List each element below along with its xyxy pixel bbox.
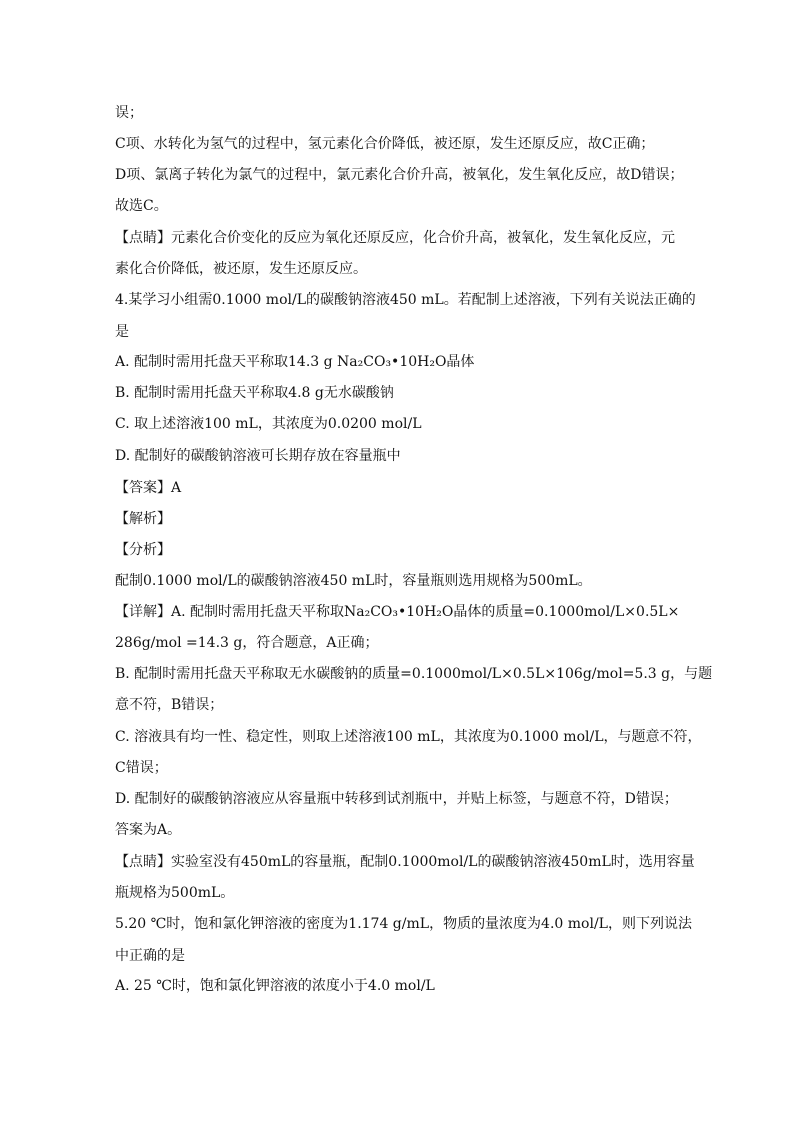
analysis-subheading: 【分析】 [115,542,171,558]
option-b: B. 配制时需用托盘天平称取4.8 g无水碳酸钠 [115,385,394,401]
text-line: D. 配制好的碳酸钠溶液应从容量瓶中转移到试剂瓶中，并贴上标签，与题意不符，D错误； [115,791,678,807]
answer-heading: 【答案】A [115,480,182,496]
text-line: C错误； [115,760,168,776]
text-line: C. 溶液具有均一性、稳定性，则取上述溶液100 mL，其浓度为0.1000 mol/L，与题意不符， [115,729,702,745]
text-line: 【点睛】元素化合价变化的反应为氧化还原反应，化合价升高，被氧化，发生氧化反应，元 [115,230,675,246]
text-line: 【点睛】实验室没有450mL的容量瓶，配制0.1000mol/L的碳酸钠溶液450mL时，选用容量 [115,854,695,870]
text-line: 中正确的是 [115,948,185,964]
option-a: A. 配制时需用托盘天平称取14.3 g Na₂CO₃•10H₂O晶体 [115,354,475,370]
text-line: 瓶规格为500mL。 [115,885,235,901]
option-c: C. 取上述溶液100 mL，其浓度为0.0200 mol/L [115,416,422,432]
text-line: 误； [115,105,143,121]
analysis-heading: 【解析】 [115,511,171,527]
text-line: 素化合价降低，被还原，发生还原反应。 [115,261,367,277]
question-5-stem: 5.20 ℃时，饱和氯化钾溶液的密度为1.174 g/mL，物质的量浓度为4.0 mol/L，则下列说法 [115,916,692,932]
text-line: 故选C。 [115,198,168,214]
text-line: 配制0.1000 mol/L的碳酸钠溶液450 mL时，容量瓶则选用规格为500mL。 [115,573,592,589]
text-line: 答案为A。 [115,822,182,838]
text-line: B. 配制时需用托盘天平称取无水碳酸钠的质量=0.1000mol/L×0.5L×106g/mol=5.3 g，与题 [115,666,713,682]
detail-line: 【详解】A. 配制时需用托盘天平称取Na₂CO₃•10H₂O晶体的质量=0.1000mol/L×0.5L× [115,604,680,620]
text-line: 286g/mol =14.3 g，符合题意，A正确； [115,635,379,651]
text-line: 意不符，B错误； [115,697,224,713]
text-line: 是 [115,324,129,340]
question-4-stem: 4.某学习小组需0.1000 mol/L的碳酸钠溶液450 mL。若配制上述溶液，下列有关说法正确的 [115,292,696,308]
option-a: A. 25 ℃时，饱和氯化钾溶液的浓度小于4.0 mol/L [115,978,435,994]
text-line: C项、水转化为氢气的过程中，氢元素化合价降低，被还原，发生还原反应，故C正确； [115,136,655,152]
option-d: D. 配制好的碳酸钠溶液可长期存放在容量瓶中 [115,448,401,464]
text-line: D项、氯离子转化为氯气的过程中，氯元素化合价升高，被氧化，发生氧化反应，故D错误； [115,167,684,183]
